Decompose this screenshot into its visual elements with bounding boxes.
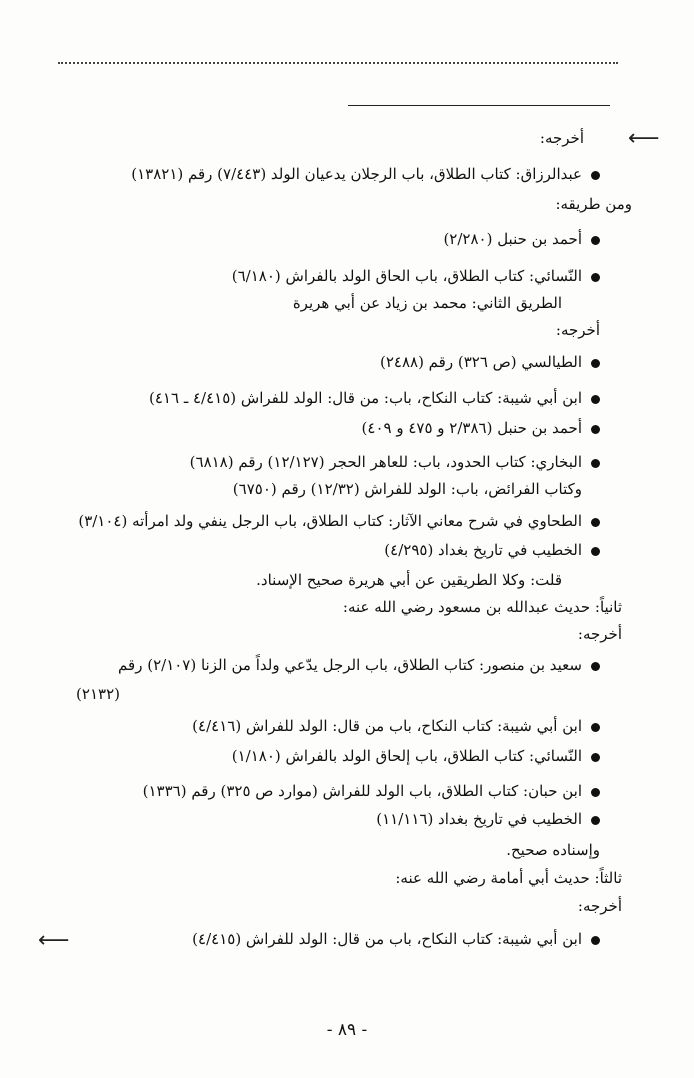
top-dotted-separator xyxy=(58,62,618,64)
line-text: الطيالسي (ص ٣٢٦) رقم (٢٤٨٨) xyxy=(379,353,582,371)
line-text: البخاري: كتاب الحدود، باب: للعاهر الحجر (١٢/١٢٧) رقم (٦٨١٨) xyxy=(189,453,582,471)
text-line xyxy=(343,597,622,617)
bullet-icon xyxy=(591,236,600,245)
text-line xyxy=(578,624,622,644)
text-line xyxy=(149,388,600,408)
text-line xyxy=(76,684,120,704)
bullet-icon xyxy=(591,273,600,282)
line-text: ابن أبي شيبة: كتاب النكاح، باب من قال: الولد للفراش (٤/٤١٦) xyxy=(192,717,582,735)
line-text: وكتاب الفرائض، باب: الولد للفراش (١٢/٣٢) رقم (٦٧٥٠) xyxy=(232,480,582,498)
text-line xyxy=(395,868,622,888)
bullet-icon xyxy=(591,936,600,945)
text-line xyxy=(232,746,600,766)
line-text: ابن أبي شيبة: كتاب النكاح، باب: من قال: الولد للفراش (٤/٤١٥ ـ ٤١٦) xyxy=(149,389,582,407)
bullet-icon xyxy=(591,788,600,797)
page-number: - ٨٩ - xyxy=(326,1020,368,1040)
text-line xyxy=(556,320,600,340)
bullet-icon xyxy=(591,171,600,180)
text-line xyxy=(555,194,632,214)
text-line xyxy=(232,266,600,286)
text-line xyxy=(192,716,600,736)
line-text: أخرجه: xyxy=(555,321,600,339)
line-text: أخرجه: xyxy=(577,625,622,643)
text-line xyxy=(380,352,600,372)
bullet-icon xyxy=(591,723,600,732)
line-text: (٢١٣٢) xyxy=(76,685,120,703)
text-line xyxy=(190,452,600,472)
text-line xyxy=(131,164,600,184)
text-line xyxy=(118,655,600,675)
line-text: ومن طريقه: xyxy=(555,195,632,213)
line-text: أخرجه: xyxy=(577,897,622,915)
bullet-icon xyxy=(591,816,600,825)
text-line xyxy=(362,418,600,438)
line-text: ابن أبي شيبة: كتاب النكاح، باب من قال: الولد للفراش (٤/٤١٥) xyxy=(192,930,582,948)
line-text: عبدالرزاق: كتاب الطلاق، باب الرجلان يدعيان الولد (٧/٤٤٣) رقم (١٣٨٢١) xyxy=(131,165,582,183)
line-text: سعيد بن منصور: كتاب الطلاق، باب الرجل يدّعي ولداً من الزنا (٢/١٠٧) رقم xyxy=(118,656,582,674)
line-text: الطريق الثاني: محمد بن زياد عن أبي هريرة xyxy=(292,294,562,312)
bullet-icon xyxy=(591,662,600,671)
line-text: ثانياً: حديث عبدالله بن مسعود رضي الله عنه: xyxy=(342,598,622,616)
line-text: أحمد بن حنبل (٢/٣٨٦ و ٤٧٥ و ٤٠٩) xyxy=(361,419,582,437)
bullet-icon xyxy=(591,359,600,368)
text-line xyxy=(293,293,562,313)
bullet-icon xyxy=(591,459,600,468)
text-line xyxy=(376,809,600,829)
line-text: النّسائي: كتاب الطلاق، باب إلحاق الولد بالفراش (١/١٨٠) xyxy=(231,747,582,765)
line-text: الطحاوي في شرح معاني الآثار: كتاب الطلاق، باب الرجل ينفي ولد امرأته (٣/١٠٤) xyxy=(78,512,582,530)
line-text: الخطيب في تاريخ بغداد (١١/١١٦) xyxy=(376,810,582,828)
bullet-icon xyxy=(591,753,600,762)
text-line xyxy=(384,540,600,560)
line-text: أحمد بن حنبل (٢/٢٨٠) xyxy=(443,230,582,248)
line-text: وإسناده صحيح. xyxy=(506,841,600,859)
line-text: ابن حبان: كتاب الطلاق، باب الولد للفراش (موارد ص ٣٢٥) رقم (١٣٣٦) xyxy=(142,782,582,800)
bullet-icon xyxy=(591,518,600,527)
text-line xyxy=(143,781,600,801)
arrow-left-icon: ⟵ xyxy=(38,928,70,953)
text-line xyxy=(192,929,600,949)
line-text: النّسائي: كتاب الطلاق، باب الحاق الولد بالفراش (٦/١٨٠) xyxy=(231,267,582,285)
bullet-icon xyxy=(591,395,600,404)
line-text: قلت: وكلا الطريقين عن أبي هريرة صحيح الإسناد. xyxy=(256,571,562,589)
footnote-rule xyxy=(348,105,610,106)
text-line xyxy=(540,128,584,148)
bullet-icon xyxy=(591,425,600,434)
text-line xyxy=(578,896,622,916)
line-text: أخرجه: xyxy=(539,129,584,147)
line-text: ثالثاً: حديث أبي أمامة رضي الله عنه: xyxy=(395,869,622,887)
arrow-left-icon: ⟵ xyxy=(628,126,660,151)
text-line xyxy=(233,479,582,499)
text-line xyxy=(506,840,600,860)
line-text: الخطيب في تاريخ بغداد (٤/٢٩٥) xyxy=(384,541,582,559)
text-line xyxy=(256,570,562,590)
bullet-icon xyxy=(591,547,600,556)
text-line xyxy=(78,511,600,531)
text-line xyxy=(443,229,600,249)
